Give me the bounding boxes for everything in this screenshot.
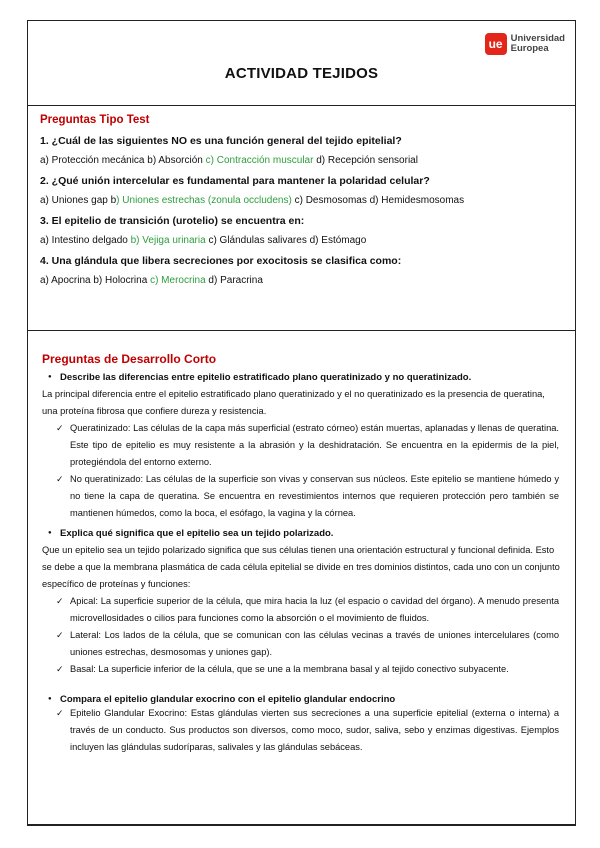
answers-2: a) Uniones gap b) Uniones estrechas (zonula occludens) c) Desmosomas d) Hemidesmosomas [40,195,465,206]
test-heading: Preguntas Tipo Test [40,114,150,126]
paragraph-1: La principal diferencia entre el epitelio estratificado plano queratinizado y el no queratinizado es la presencia de queratina, una proteína fibrosa que confiere dureza y resistencia. [42,389,545,416]
test-section [28,105,575,331]
bullet-question-1: ● Describe las diferencias entre epitelio estratificado plano queratinizado y no queratinizado. [42,372,561,383]
development-section [28,341,575,756]
check-item: ✓ Queratinizado: Las células de la capa más superficial (estrato córneo) están muertas, aplanadas y llenas de queratina. Este tipo de epitelio es muy resistente a la abrasión y la deshidratación. Se encuentra en la epidermis de la piel, protegiéndola del entorno externo. [42,420,561,471]
logo-line-1: Universidad [510,33,565,44]
check-item: ✓ Basal: La superficie inferior de la célula, que se une a la membrana basal y al tejido conectivo subyacente. [42,661,561,678]
check-item: ✓ Epitelio Glandular Exocrino: Estas glándulas vierten sus secreciones a una superficie epitelial (externa o interna) a través de un conducto. Sus productos son diversos, como moco, sudor, saliva, sebo y enzimas digestivas. Ejemplos incluyen las glándulas sudoríparas, salivales y las glándulas sebáceas. [42,705,561,756]
check-item: ✓ Lateral: Los lados de la célula, que se comunican con las células vecinas a través de uniones intercelulares (como uniones estrechas, desmosomas y uniones gap). [42,627,561,661]
correct-answer-4: c) Merocrina [150,275,206,286]
university-logo [485,33,565,55]
page-title: ACTIVIDAD TEJIDOS [224,65,379,82]
question-3: 3. El epitelio de transición (urotelio) se encuentra en: [40,215,305,227]
answers-1: a) Protección mecánica b) Absorción c) Contracción muscular d) Recepción sensorial [40,155,418,166]
paragraph-2: Que un epitelio sea un tejido polarizado significa que sus células tienen una orientación estructural y funcional definida. Esto se debe a que la membrana plasmática de cada célula epitelial se divide en tres dominios distintos, cada uno con un conjunto específico de proteínas y funciones: [42,545,560,589]
question-4: 4. Una glándula que libera secreciones por exocitosis se clasifica como: [40,255,402,267]
answers-4: a) Apocrina b) Holocrina c) Merocrina d) Paracrina [40,275,263,286]
logo-line-2: Europea [510,43,549,54]
check-item: ✓ Apical: La superficie superior de la célula, que mira hacia la luz (el espacio o cavidad del órgano). A menudo presenta microvellosidades o cilios para funciones como la absorción o el movimiento de fluidos. [42,593,561,627]
bullet-question-3: ● Compara el epitelio glandular exocrino con el epitelio glandular endocrino [42,694,561,705]
question-1: 1. ¿Cuál de las siguientes NO es una función general del tejido epitelial? [40,135,402,147]
development-heading: Preguntas de Desarrollo Corto [42,352,217,366]
check-item: ✓ No queratinizado: Las células de la superficie son vivas y conservan sus núcleos. Este epitelio se mantiene húmedo y no tiene la capa de queratina. Se encuentra en revestimientos internos que requieren protección pero también se mantienen húmedos, como la boca, el esófago, la vagina y la córnea. [42,471,561,522]
answers-3: a) Intestino delgado b) Vejiga urinaria c) Glándulas salivares d) Estómago [40,235,367,246]
correct-answer-1: c) Contracción muscular [205,155,314,166]
document-page [27,20,576,826]
correct-answer-3: b) Vejiga urinaria [130,235,206,246]
logo-mark-icon: ue [485,33,507,55]
correct-answer-2: ) Uniones estrechas (zonula occludens) [116,195,292,206]
question-2: 2. ¿Qué unión intercelular es fundamental para mantener la polaridad celular? [40,175,430,187]
bullet-question-2: ● Explica qué significa que el epitelio sea un tejido polarizado. [42,528,561,539]
